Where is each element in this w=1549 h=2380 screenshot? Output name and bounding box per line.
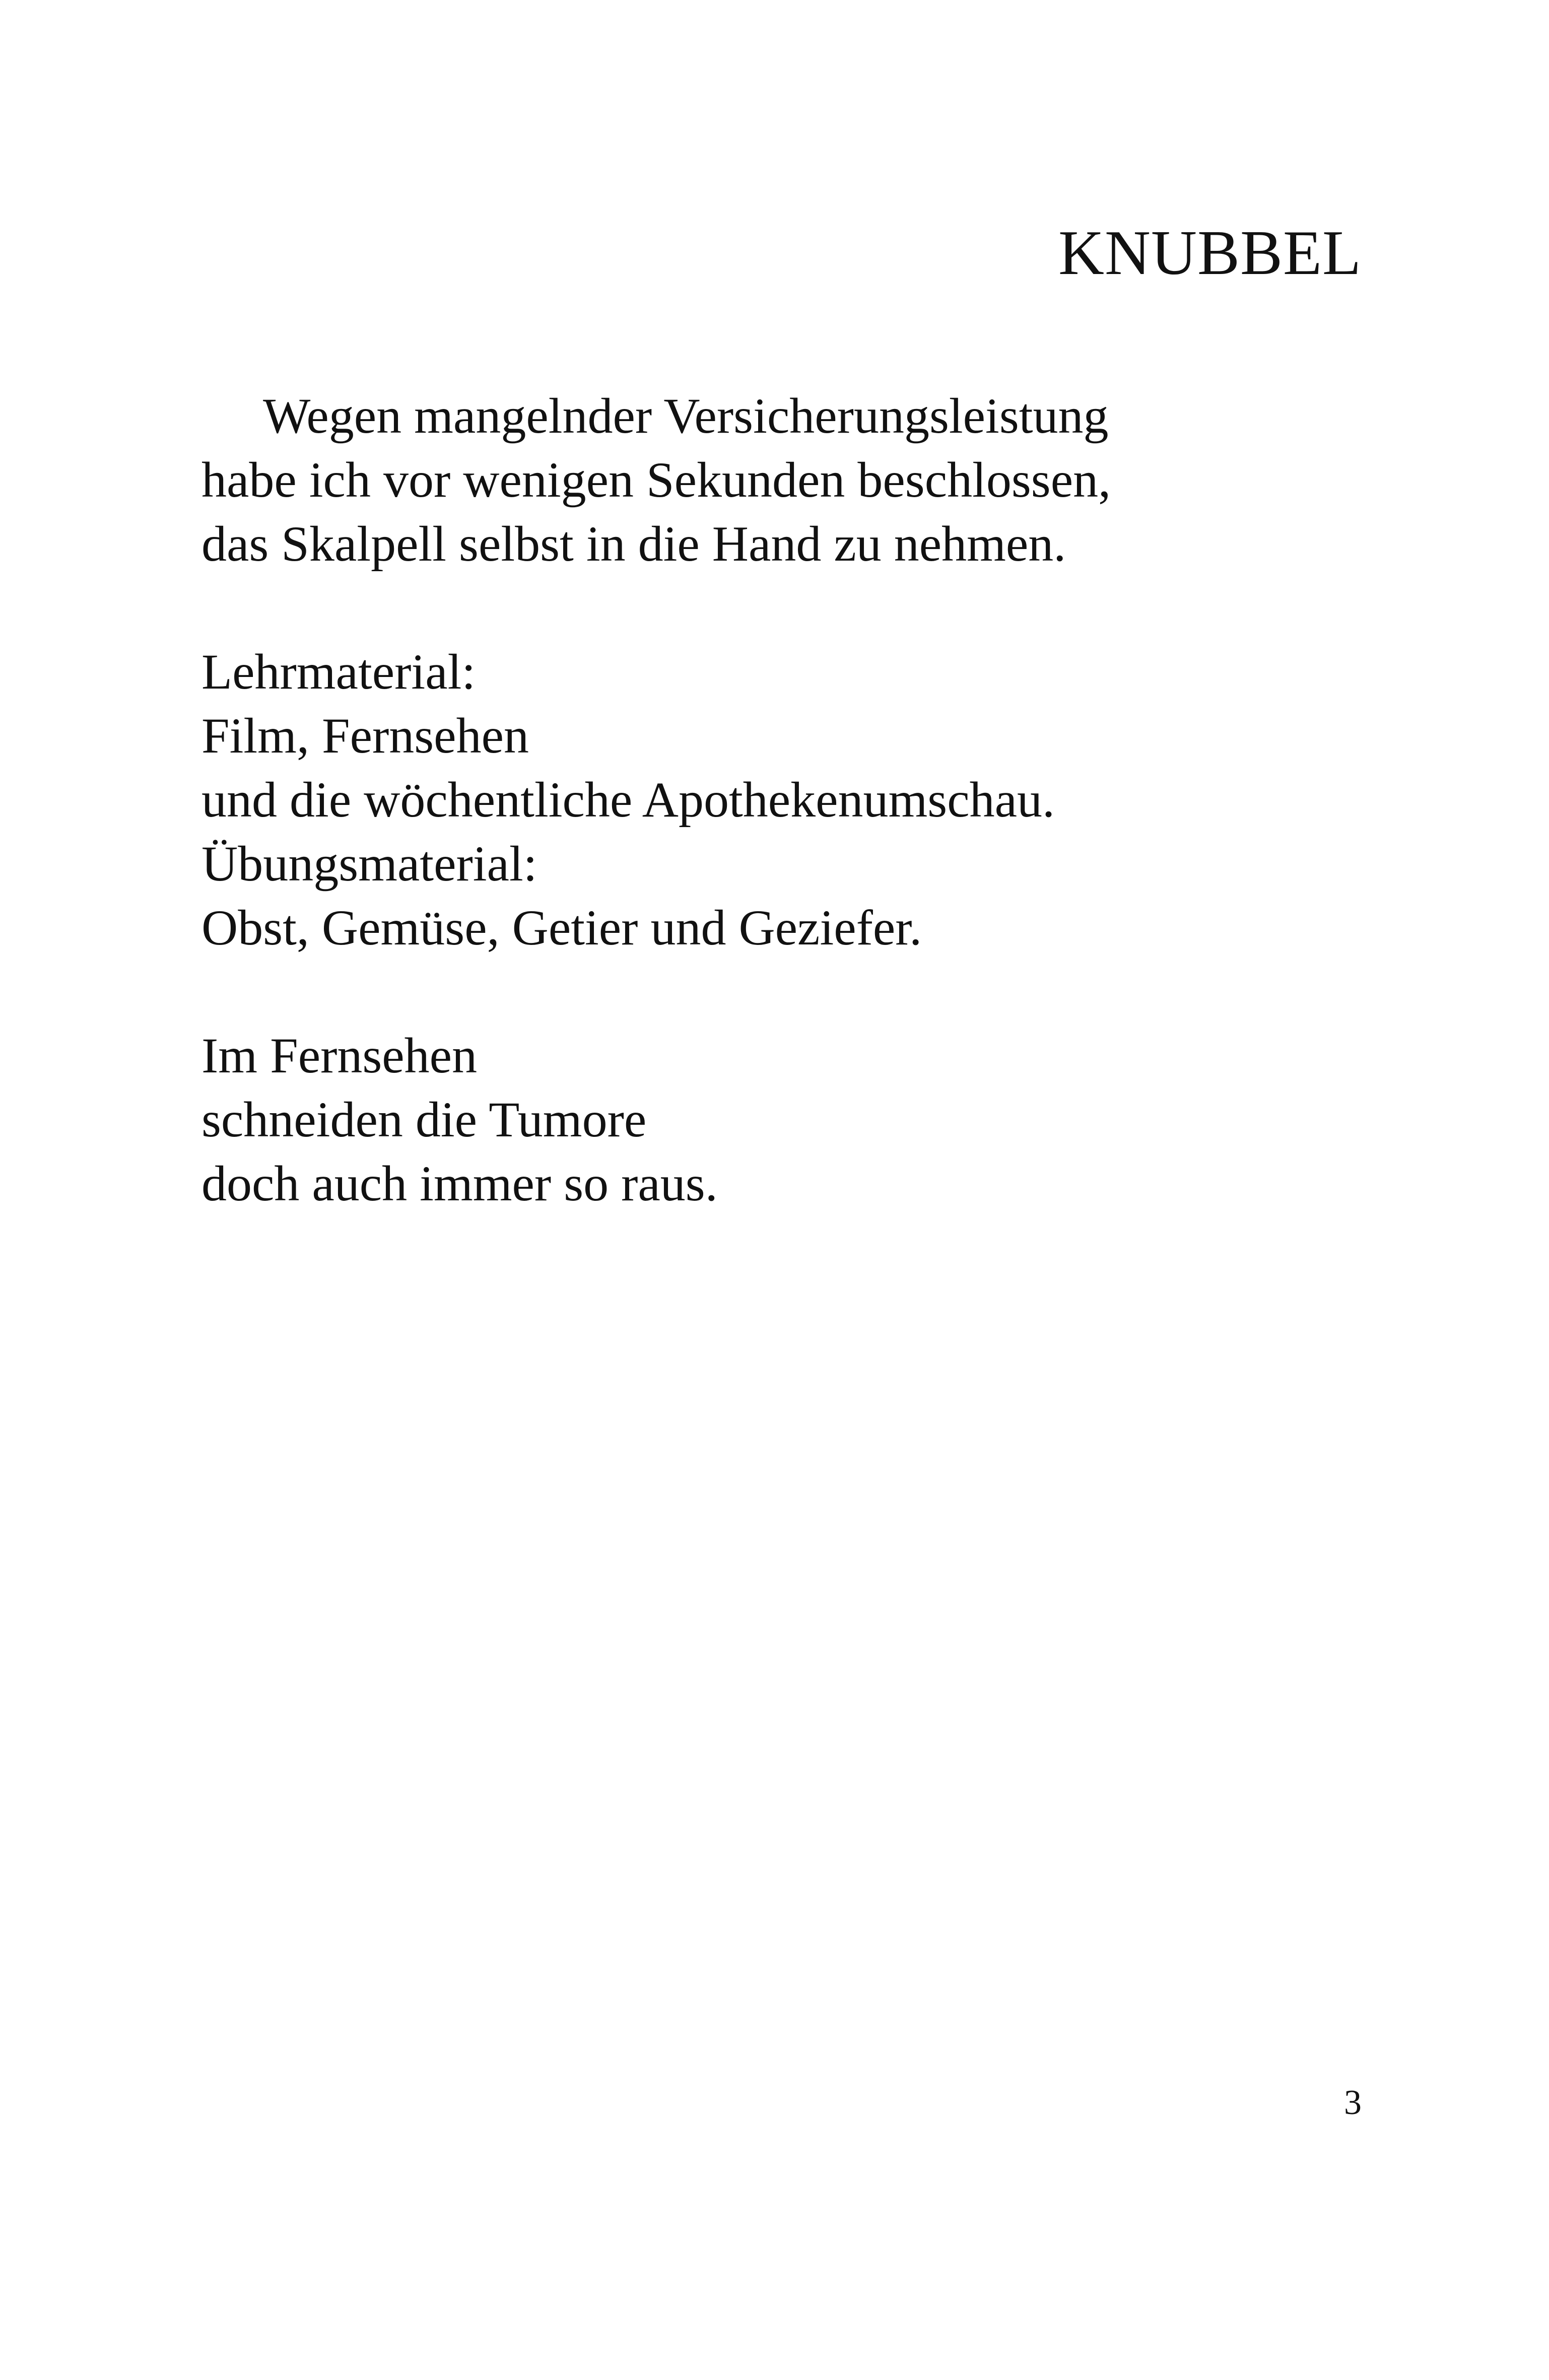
poem-line: habe ich vor wenigen Sekunden beschlossen, [201,452,1111,508]
stanza-1 [201,384,1360,576]
page-number: 3 [1344,2083,1362,2122]
poem-line: Übungsmaterial: [201,836,537,892]
stanza-3 [201,1024,1360,1215]
poem-line: Film, Fernsehen [201,708,529,764]
poem-title: KNUBBEL [1058,218,1362,288]
poem-body [201,384,1360,1279]
poem-line: Wegen mangelnder Versicherungsleistung [263,388,1109,444]
poem-line: und die wöchentliche Apothekenumschau. [201,772,1055,828]
poem-line: schneiden die Tumore [201,1092,647,1147]
poem-line: doch auch immer so raus. [201,1155,718,1211]
poem-line: Lehrmaterial: [201,644,476,700]
poem-line: das Skalpell selbst in die Hand zu nehmen. [201,516,1066,572]
stanza-2 [201,640,1360,960]
poem-line: Obst, Gemüse, Getier und Geziefer. [201,900,922,956]
poem-line: Im Fernsehen [201,1028,478,1083]
